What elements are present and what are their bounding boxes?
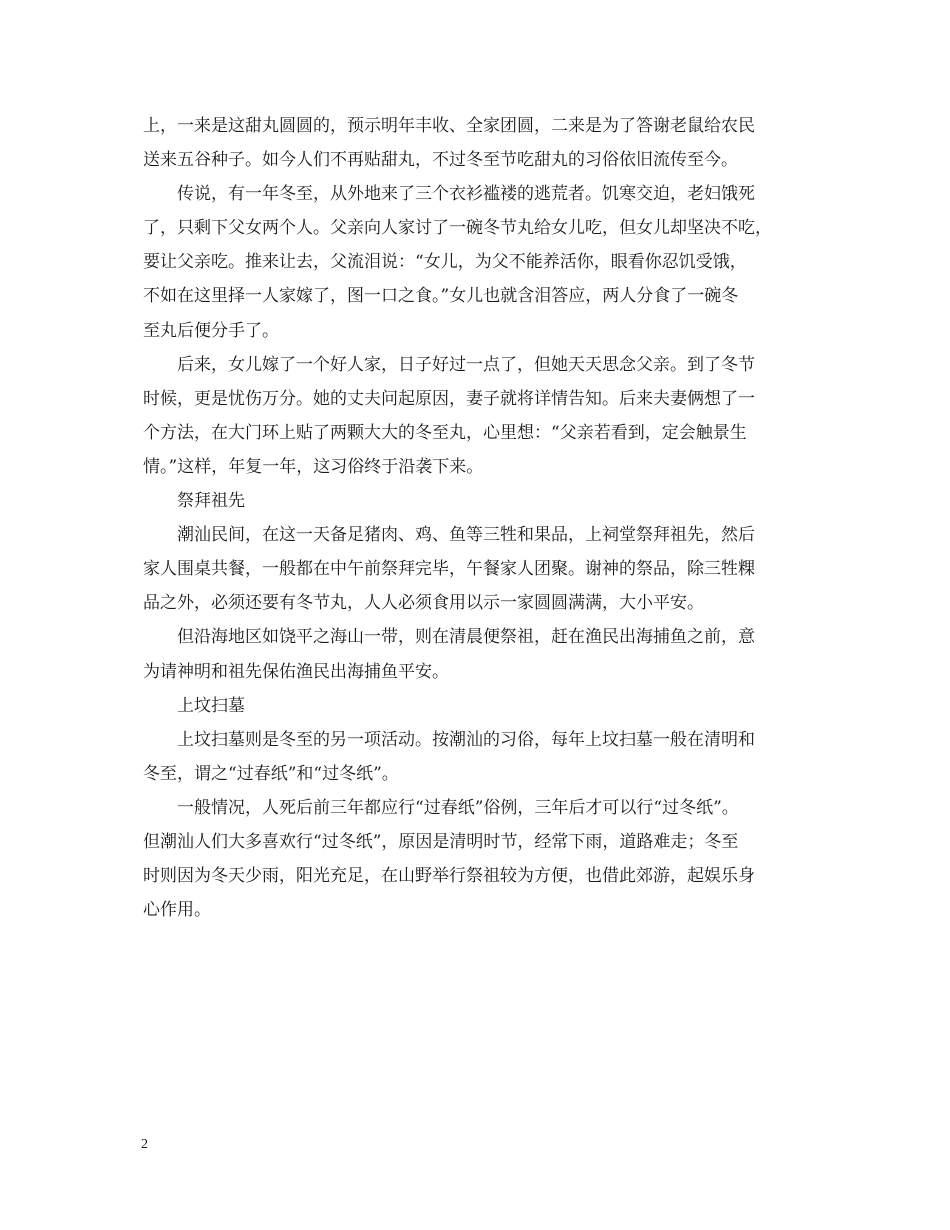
text-line: 要让父亲吃。推来让去，父流泪说：“女儿，为父不能养活你，眼看你忍饥受饿，: [143, 252, 747, 273]
text-line: 上，一来是这甜丸圆圆的，预示明年丰收、全家团圆，二来是为了答谢老鼠给农民: [143, 116, 755, 136]
text-line: 送来五谷种子。如今人们不再贴甜丸，不过冬至节吃甜丸的习俗依旧流传至今。: [143, 150, 738, 171]
text-line: 情。”这样，年复一年，这习俗终于沿袭下来。: [143, 456, 484, 477]
text-line: 了，只剩下父女两个人。父亲向人家讨了一碗冬节丸给女儿吃，但女儿却坚决不吃，: [143, 218, 772, 239]
text-line: 时则因为冬天少雨，阳光充足，在山野举行祭祖较为方便，也借此郊游，起娱乐身: [143, 866, 755, 887]
text-line: 品之外，必须还要有冬节丸，人人必须食用以示一家圆圆满满，大小平安。: [143, 593, 704, 614]
body-text: [143, 109, 811, 927]
text-line: 潮汕民间，在这一天备足猪肉、鸡、鱼等三牲和果品，上祠堂祭拜祖先，然后: [177, 525, 755, 546]
text-line: 上坟扫墓则是冬至的另一项活动。按潮汕的习俗，每年上坟扫墓一般在清明和: [177, 729, 755, 750]
text-line: 祭拜祖先: [177, 491, 245, 512]
text-line: 时候，更是忧伤万分。她的丈夫问起原因，妻子就将详情告知。后来夫妻俩想了一: [143, 388, 755, 409]
text-line: 上坟扫墓: [177, 695, 245, 716]
text-line: 至丸后便分手了。: [143, 320, 279, 341]
text-line: 传说，有一年冬至，从外地来了三个衣衫褴褛的逃荒者。饥寒交迫，老妇饿死: [177, 184, 755, 205]
text-line: 家人围桌共餐，一般都在中午前祭拜完毕，午餐家人团聚。谢神的祭品，除三牲粿: [143, 559, 755, 580]
text-line: 但沿海地区如饶平之海山一带，则在清晨便祭祖，赶在渔民出海捕鱼之前，意: [177, 627, 755, 648]
text-line: 冬至，谓之“过春纸”和“过冬纸”。: [143, 763, 399, 784]
text-line: 为请神明和祖先保佑渔民出海捕鱼平安。: [143, 661, 449, 682]
text-line: 后来，女儿嫁了一个好人家，日子好过一点了，但她天天思念父亲。到了冬节: [177, 354, 755, 375]
text-line: 但潮汕人们大多喜欢行“过冬纸”，原因是清明时节，经常下雨，道路难走；冬至: [143, 831, 739, 852]
text-line: 不如在这里择一人家嫁了，图一口之食。”女儿也就含泪答应，两人分食了一碗冬: [143, 286, 739, 307]
text-line: 个方法，在大门环上贴了两颗大大的冬至丸，心里想：“父亲若看到，定会触景生: [143, 422, 747, 443]
text-line: 心作用。: [143, 900, 211, 921]
page-number: 2: [141, 1137, 148, 1152]
text-line: 一般情况，人死后前三年都应行“过春纸”俗例，三年后才可以行“过冬纸”。: [177, 797, 739, 818]
